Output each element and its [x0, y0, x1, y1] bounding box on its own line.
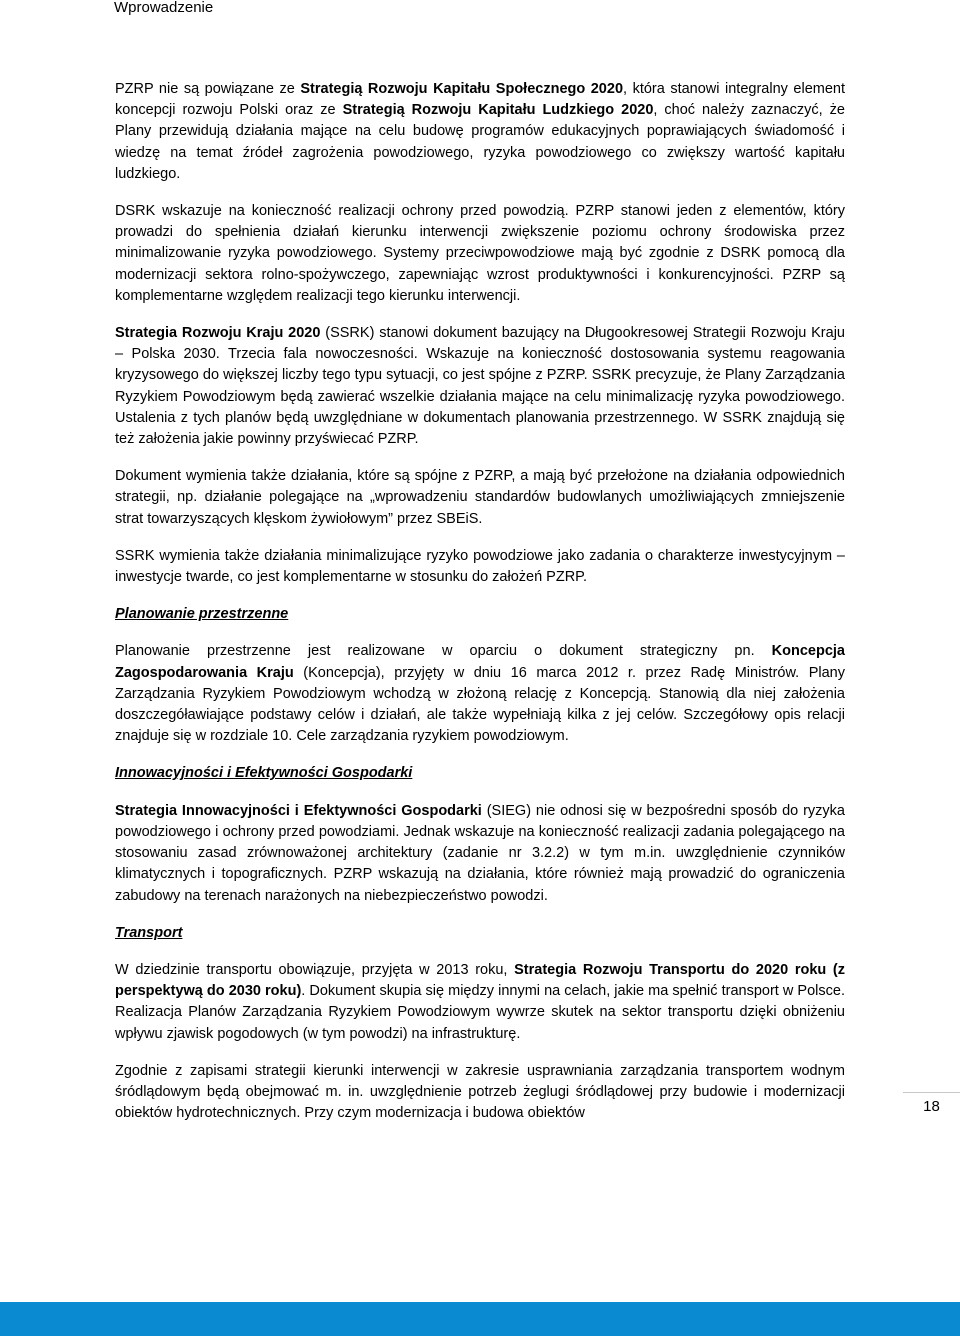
text-span: Dokument wymienia także działania, które są spójne z PZRP, a mają być przełożone na działania odpowiednich strategii, np. działanie polegające na „wprowadzeniu standardów budowlanych umożliwiających zmniejszenie strat towarzyszących klęskom żywiołowym” przez SBEiS. [115, 468, 845, 527]
document-body [115, 79, 845, 1140]
text-span: (SIEG) nie odnosi się w bezpośredni sposób do ryzyka powodziowego i ochrony przed powodziami. Jednak wskazuje na konieczność realizacji zadania polegającego na stosowaniu zasad zrównoważonej architektury (zadanie nr 3.2.2) w tym m.in. uwzględnienie czynników klimatycznych i topograficznych. PZRP wskazują na działania, które również mają prowadzić do ograniczenia zabudowy na terenach narażonych na niebezpieczeństwo powodzi. [115, 802, 845, 904]
body-paragraph [115, 801, 845, 907]
text-span: , choć należy zaznaczyć, że Plany przewidują działania mające na celu budowę programów edukacyjnych poprawiających świadomość i wiedzę na temat źródeł zagrożenia powodziowego, ryzyka powodziowego co zwiększy wartość kapitału ludzkiego. [115, 102, 845, 182]
body-paragraph [115, 641, 845, 747]
body-paragraph [115, 466, 845, 530]
section-heading [115, 604, 845, 625]
text-span: Planowanie przestrzenne jest realizowane w oparciu o dokument strategiczny pn. [115, 643, 772, 660]
text-span: (Koncepcja), przyjęty w dniu 16 marca 2012 r. przez Radę Ministrów. Plany Zarządzania Ryzykiem Powodziowym wchodzą w złożoną relację z Koncepcją. Stanowią dla niej założenia doszczegóławiające podstawy celów i działań, ale także wypełniają kilka z jej celów. Szczegółowy opis relacji znajduje się w rozdziale 10. Cele zarządzania ryzykiem powodziowym. [115, 664, 845, 745]
bold-text-span: Strategia Rozwoju Kraju 2020 [115, 325, 321, 342]
text-span: (SSRK) stanowi dokument bazujący na Długookresowej Strategii Rozwoju Kraju – Polska 2030. Trzecia fala nowoczesności. Wskazuje na konieczność dostosowania systemu reagowania kryzysowego do większej liczby tego typu sytuacji, co jest spójne z PZRP. SSRK precyzuje, że Plany Zarządzania Ryzykiem Powodziowym będą zawierać wszelkie działania mające na celu minimalizację ryzyka powodziowego. Ustalenia z tych planów będą uwzględniane w dokumentach planowania przestrzennego. W SSRK znajdują się też założenia jakie powinny przyświecać PZRP. [115, 325, 845, 448]
footer-color-band [0, 1302, 960, 1336]
text-span: , która stanowi integralny element koncepcji rozwoju Polski oraz ze [115, 81, 846, 119]
body-paragraph [115, 546, 845, 588]
bold-text-span: Strategią Rozwoju Kapitału Ludzkiego 2020 [342, 102, 654, 119]
body-paragraph [115, 960, 845, 1045]
text-span: W dziedzinie transportu obowiązuje, przyjęta w 2013 roku, [115, 961, 515, 978]
bold-text-span: Strategia Rozwoju Transportu do 2020 roku (z perspektywą do 2030 roku) [115, 961, 845, 1000]
body-paragraph [115, 201, 845, 307]
text-span: Zgodnie z zapisami strategii kierunki interwencji w zakresie usprawniania zarządzania transportem wodnym śródlądowym będą obejmować m. in. uwzględnienie potrzeb żeglugi śródlądowej przy budowie i modernizacji obiektów hydrotechnicznych. Przy czym modernizacja i budowa obiektów [115, 1062, 845, 1122]
body-paragraph [115, 323, 845, 450]
section-heading [115, 923, 845, 944]
body-paragraph [115, 1061, 845, 1125]
text-span: Transport [115, 924, 183, 941]
text-span: SSRK wymienia także działania minimalizujące ryzyko powodziowe jako zadania o charakterze inwestycyjnym – inwestycje twarde, co jest komplementarne w stosunku do założeń PZRP. [115, 547, 845, 586]
text-span: Planowanie przestrzenne [115, 606, 289, 623]
bold-text-span: Strategia Innowacyjności i Efektywności Gospodarki [115, 802, 482, 819]
body-paragraph [115, 79, 845, 185]
text-span: PZRP nie są powiązane ze [115, 81, 301, 97]
text-span: DSRK wskazuje na konieczność realizacji ochrony przed powodzią. PZRP stanowi jeden z elementów, który prowadzi do spełnienia działań kierunku interwencji zwiększenie poziomu ochrony środowiska przez minimalizowanie ryzyka powodziowego. Systemy przeciwpowodziowe mają być zgodnie z DSRK pomocą dla modernizacji sektora rolno-spożywczego, zapewniając wzrost produktywności i konkurencyjności. PZRP są komplementarne względem realizacji tego kierunku interwencji. [115, 203, 845, 304]
bold-text-span: Strategią Rozwoju Kapitału Społecznego 2020 [300, 81, 624, 97]
text-span: . Dokument skupia się między innymi na celach, jakie ma spełnić transport w Polsce. Realizacja Planów Zarządzania Ryzykiem Powodziowym wywrze skutek na sektor transportu dzięki obniżeniu wpływu zjawisk pogodowych (w tym powodzi) na infrastrukturę. [115, 983, 845, 1042]
section-heading [115, 763, 845, 784]
text-span: Innowacyjności i Efektywności Gospodarki [115, 765, 413, 782]
page-number: 18 [903, 1092, 960, 1122]
running-header-title: Wprowadzenie [114, 0, 214, 16]
bold-text-span: Koncepcja Zagospodarowania Kraju [115, 643, 845, 681]
